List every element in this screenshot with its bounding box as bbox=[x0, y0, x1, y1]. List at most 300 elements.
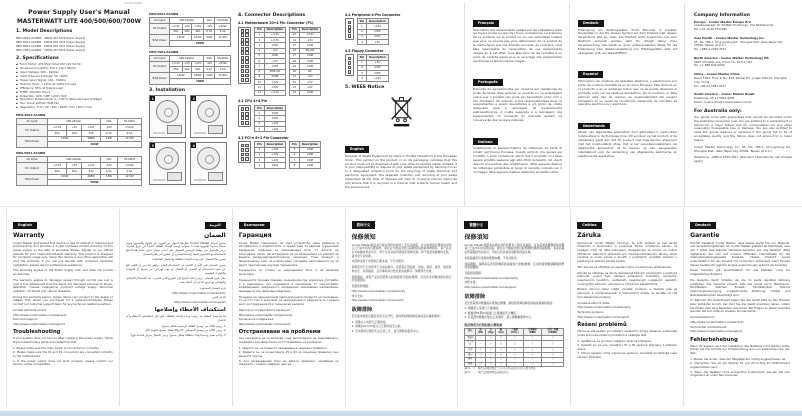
desc-col-header: Description bbox=[264, 142, 285, 147]
warranty-heading: Гаранция bbox=[238, 232, 272, 239]
rohs-note: 備考1.〝○〞係指該項限用物質之百分比含量未超出百分比含量基準值。 bbox=[464, 367, 538, 371]
rail-current: 20A bbox=[67, 130, 82, 136]
spec-item: ▪ Input Voltage: 200 - 240Vac bbox=[16, 71, 142, 75]
troubleshooting-step: 1. Уверете се, че главното захранване е свързано правилно. bbox=[238, 345, 328, 350]
company-address: 9F., No. 786-1, Chungcheng Rd., Zhonghe Dist., New Taipei City 23586, Taiwan (R.O.C.) bbox=[694, 39, 783, 48]
rail-current: 46A bbox=[192, 29, 204, 35]
rail-name: +12V bbox=[192, 23, 204, 29]
pin-description: COM bbox=[367, 65, 388, 70]
pin-row bbox=[255, 127, 286, 132]
warranty-link-label: Период на ограничената гаранция: bbox=[238, 308, 291, 312]
pin-description: COM bbox=[299, 152, 320, 157]
rail-name: +5Vsb bbox=[117, 125, 141, 131]
pin-number: 5 bbox=[290, 147, 300, 152]
spec-table bbox=[16, 113, 142, 148]
support-link-label: Техническа поддръжка: bbox=[238, 317, 275, 322]
support-link-url[interactable]: http://www.coolermaster.com/support bbox=[577, 314, 630, 319]
company-region: Asia Pacific – Cooler Master Technology Inc. bbox=[694, 35, 765, 40]
rail-name: +12V bbox=[82, 162, 100, 168]
ac-frequency: 50-60Hz bbox=[117, 119, 141, 125]
support-link-url[interactable]: http://www.coolermaster.com/support bbox=[351, 298, 404, 303]
pcie-8pin-diagram bbox=[238, 141, 251, 163]
pin-number: 1 bbox=[255, 111, 265, 116]
troubleshooting-step: 1. Stellen Sie sicher, dass der Hauptstecker richtig angeschlossen ist. bbox=[690, 356, 786, 361]
ac-voltage: 200-240Vac bbox=[47, 119, 100, 125]
rail-watts: 3.6W bbox=[100, 136, 117, 142]
total-power-label: Total Power bbox=[17, 136, 48, 148]
desc-col-header: Description bbox=[264, 105, 285, 110]
language-badge: Български bbox=[239, 222, 270, 229]
rohs-substance-header: 鎘 (Cd) bbox=[496, 328, 506, 336]
case-fan-icon bbox=[156, 147, 179, 170]
rohs-mark: ○ bbox=[486, 353, 496, 358]
ac-voltage: 200-240Vac bbox=[170, 18, 204, 24]
pin-description: +12V bbox=[264, 158, 285, 163]
column-weee bbox=[345, 3, 457, 206]
desc-col-header: Description bbox=[299, 142, 320, 147]
weee-bin-icon bbox=[389, 93, 414, 127]
language-badge: Nederlands bbox=[578, 123, 610, 130]
rohs-mark: ○ bbox=[496, 353, 506, 358]
australia-address: Cooler Master Technology Inc. 9F., No. 786-1, Chungcheng Rd., Zhonghe Dist., New Taipei City 23586, Taiwan (R.O.C.) bbox=[694, 144, 792, 153]
pin-number: 12 bbox=[255, 90, 265, 95]
total-watts: 400W bbox=[47, 142, 141, 148]
language-badge: Deutsch bbox=[690, 222, 716, 229]
pin-col-header: Pin bbox=[255, 27, 265, 32]
pin-number: 6 bbox=[255, 59, 265, 64]
total-watts: 700W bbox=[170, 78, 231, 84]
rail-watts: 12.5W bbox=[215, 35, 231, 41]
pin-number: 8 bbox=[290, 163, 300, 168]
pin-row bbox=[290, 163, 321, 168]
rail-name: +5V bbox=[67, 162, 82, 168]
warranty-column bbox=[683, 209, 796, 406]
pin-number: 1 bbox=[255, 147, 265, 152]
warranty-link-label: 有限保修期限： bbox=[351, 284, 371, 289]
pin-number: 4 bbox=[357, 40, 367, 45]
pin-description: COM bbox=[264, 43, 285, 48]
troubleshooting-intro: 若安裝電源供應器後系統無法開機，請按照故障排除指南檢查後重新測試： bbox=[464, 300, 556, 305]
language-badge: Français bbox=[473, 20, 499, 27]
weee-text: Smaltimento di apparecchiature da rottamare da parte di privati nell'Unione Europea. Questo simbolo che appare sul prodotto o sulla confezione indica che il prodotto non deve essere smaltito assieme agli altri rifiuti domestici. Gli utenti devono provvedere allo smaltimento delle apparecchiature da rottamare portandole al luogo di raccolta indicato per il riciclaggio delle apparecchiature elettriche ed elettroniche. bbox=[473, 146, 562, 174]
language-badge-english: English bbox=[345, 146, 369, 153]
ac-voltage: 200-240Vac bbox=[47, 157, 100, 163]
rohs-unit-header: 單元 bbox=[465, 328, 476, 336]
psu-illustration bbox=[167, 125, 182, 134]
warranty-heading: Garantie bbox=[690, 232, 720, 239]
installation-figure bbox=[190, 95, 227, 138]
rail-current: 2.5A bbox=[215, 67, 231, 73]
troubleshooting-step: 2. يرجى التأكد من توصيل الموصلين P1 وP2 بشكل صحيح باللوحة الأم. bbox=[144, 328, 226, 333]
rohs-mark: ○ bbox=[496, 336, 506, 341]
pin-description: COM bbox=[299, 163, 320, 168]
spec-item: ▪ Power Good Signal: 100 - 500ms bbox=[16, 79, 142, 83]
rail-current: 20A bbox=[67, 168, 82, 174]
rohs-mark: ○ bbox=[506, 353, 523, 358]
rail-current: 39A bbox=[82, 168, 100, 174]
warranty-link-url[interactable]: http://www.coolermaster.com/warranty bbox=[13, 312, 67, 317]
rail-current: 20A bbox=[182, 29, 192, 35]
case-slot-illustration bbox=[153, 132, 165, 134]
desc-col-header: Description bbox=[264, 27, 285, 32]
connector-43-title: 4.3 PCI-e 6+2 Pin Connector bbox=[238, 135, 289, 140]
support-link-url[interactable]: http://www.coolermaster.com/support bbox=[464, 285, 517, 290]
rail-watts: 552W bbox=[192, 35, 204, 41]
ac-frequency: 50-60Hz bbox=[117, 157, 141, 163]
rail-current: 20A bbox=[170, 67, 183, 73]
pin-number: 17 bbox=[290, 53, 300, 58]
company-entry bbox=[694, 92, 792, 104]
company-address: Telephone: 55-11-5063-9995 bbox=[694, 96, 735, 101]
installation-figures bbox=[149, 95, 231, 185]
rail-name: +5V bbox=[67, 125, 82, 131]
company-phone: Tel: +1-888-624-5099 bbox=[694, 63, 725, 68]
psu-illustration bbox=[208, 172, 223, 181]
support-link-label: الدعم الفني: bbox=[211, 295, 226, 300]
warranty-paragraph: تضمن شركة Cooler Master خلوّ هذا الجهاز من العيوب في المواد والتصنيع، وتوفر ضماناً محدوداً للأجهزة لمدة 3 سنوات لوحدة الإمداد بالطاقة اعتباراً من تاريخ الشراء. يرجى التسجيل في موقعنا الرسمي للحصول على أحدث ضمان دولي. صُمم هذا المنتج للاستخدام مع الكمبيوتر فقط، واستخدامه في أي تطبيق آخر يلغي الضمان. bbox=[125, 240, 226, 256]
warranty-link-label: فترة الضمان المحدودة: bbox=[199, 285, 226, 290]
section-heading-models: 1. Model Descriptions bbox=[16, 28, 73, 34]
language-badge: Deutsch bbox=[578, 20, 604, 27]
spec-table-model: MPX-7001-ACABW bbox=[149, 49, 179, 54]
warranty-paragraph: The warranty applies to damages caused through normal use and is void if it is determined that the items are damaged because of abuse, alteration, misuse, negligence, incorrect voltage supply, abnormal radiation, accidents and natural disasters. bbox=[13, 277, 113, 293]
model-item: MPX-5001-ACABW : 500W ATX PS/2 Power Supply bbox=[16, 39, 86, 44]
pin-number: 7 bbox=[255, 64, 265, 69]
dc-output-label: DC Output bbox=[17, 125, 48, 137]
support-link-url[interactable]: http://www.coolermaster.com/support bbox=[13, 321, 65, 326]
rohs-mark: ○ bbox=[542, 357, 564, 362]
column-tables-installation bbox=[149, 3, 231, 206]
rail-name: +3.3V bbox=[47, 125, 66, 131]
pin-number: 14 bbox=[290, 38, 300, 43]
pin-col-header: Pin bbox=[255, 105, 265, 110]
troubleshooting-step: 1. Please make sure the main power is connected on correctly. bbox=[13, 345, 100, 350]
rohs-row bbox=[465, 340, 564, 348]
warranty-paragraph: Cooler Master guarantees this device is free of defects in material and workmanship, and provides a 3-year hardware limited warranty for the power supply on the date of purchase. Please register on our official website for your international/latest warranty. This product is designed for computer usage only. Using this device in any other application will void the warranty. If you are not familiar with computer hardware installation, please ask for professional assistance. bbox=[13, 240, 113, 267]
case-slot-illustration bbox=[194, 132, 206, 134]
weee-text: Eliminación de residuos de aparatos eléctricos y electrónicos por parte de usuarios domésticos en la Unión Europea. Este símbolo en el producto o en el embalaje indica que no se puede desechar el producto junto con los residuos domésticos. Por el contrario, si debe eliminar este tipo de residuo, es responsabilidad del usuario entregarlo en un punto de recolección designado de reciclado de aparatos electrónicos y eléctricos. bbox=[578, 78, 677, 107]
total-watts: 600W bbox=[170, 41, 231, 47]
troubleshooting-heading: Отстраняване на проблеми bbox=[238, 329, 321, 336]
cpu-8pin-diagram bbox=[238, 105, 251, 127]
rail-current: 20A bbox=[47, 168, 66, 174]
pin-number: 23 bbox=[290, 85, 300, 90]
troubleshooting-heading: 故障排除 bbox=[351, 306, 373, 313]
pin-number: 16 bbox=[290, 48, 300, 53]
ac-current: 10A bbox=[204, 18, 215, 24]
pin-number: 4 bbox=[357, 76, 367, 81]
warranty-heading: Warranty bbox=[13, 232, 45, 239]
pin-row bbox=[290, 90, 321, 95]
ac-input-label: AC Input bbox=[150, 18, 170, 24]
pin-number: 3 bbox=[255, 158, 265, 163]
warranty-paragraph: Cooler Master гарантира, че това устройство няма дефекти в материалите и изработката, и предоставя 3-годишна ограничена хардуерна гаранция за захранващия блок от датата на закупуване. Моля, регистрирайте се на официалния ни уебсайт за вашата международна/актуална гаранция. Този продукт е предназначен само за компютърна употреба; използването му за друго приложение анулира гаранцията. bbox=[238, 240, 339, 267]
rohs-part: 外殼 bbox=[465, 348, 476, 353]
combined-watts: 120W bbox=[170, 35, 192, 41]
pin-number: 8 bbox=[255, 69, 265, 74]
rohs-mark: ○ bbox=[496, 362, 506, 367]
warranty-paragraph: Cooler Master保证本设备在材料和制造上无任何缺陷，并为电源供应器提供自购买之日起3年的有限保修。请在官方网站注册以获取国际/最新保修服务。本产品仅针对电脑使用而设计，用于任何其他用途将使保修失效。如不熟悉电脑硬件安装，请寻求专业协助。 bbox=[351, 242, 452, 258]
power-spec-table bbox=[16, 118, 142, 148]
rohs-substance-header: 汞 (Hg) bbox=[486, 328, 496, 336]
rail-name: +12V bbox=[192, 61, 204, 67]
connector-42-title: 4.2 CPU 4+4 Pin bbox=[238, 99, 268, 104]
pin-description: +12V bbox=[264, 127, 285, 132]
troubleshooting-intro: 若安装电源供应器后系统无法开机，请按照故障排除指南检查后重新测试： bbox=[351, 313, 443, 318]
troubleshooting-step: 3. Ако захранващият блок не работи правилно, незабавно се свържете с нашия сервизен център. bbox=[238, 358, 339, 367]
rohs-mark: ○ bbox=[486, 357, 496, 362]
rohs-mark: ○ bbox=[506, 357, 523, 362]
rohs-mark: ○ bbox=[542, 340, 564, 348]
rail-name: +5Vsb bbox=[117, 162, 141, 168]
pin-row bbox=[255, 90, 286, 95]
warranty-column bbox=[232, 209, 345, 406]
rail-current: 0.3A bbox=[100, 130, 117, 136]
pcie-pinout-table-left bbox=[254, 141, 286, 168]
rail-current: 2.5A bbox=[117, 130, 141, 136]
warranty-paragraph: خلال فترة الضمان، يرجى إعادة المنتج إلى الموزع الذي اشتريت منه للاستبدال/الإصلاح، والتواصل مع فريق الدعم لأي أسئلة تقنية. bbox=[125, 276, 226, 285]
spec-table bbox=[149, 12, 231, 47]
column-weee-de-es-nl bbox=[569, 3, 677, 206]
peripheral-pinout-table bbox=[357, 18, 389, 45]
pin-number: 2 bbox=[255, 116, 265, 121]
warranty-paragraph: Tato záruka se vztahuje na napájecí zdroj a nezahrnuje příslušenství. bbox=[577, 264, 672, 269]
rail-name: +5Vsb bbox=[215, 23, 231, 29]
rohs-title: 限用物質含有情況標示聲明書 bbox=[464, 322, 503, 327]
spec-item: ▪ Form Factor: ATX PS/2 (Intel ATX 12V V2.31) bbox=[16, 63, 142, 67]
rail-name: +12V bbox=[82, 125, 100, 131]
rail-name: -12V bbox=[204, 23, 215, 29]
language-badge: English bbox=[13, 222, 37, 229]
australia-heading: For Australia only: bbox=[694, 108, 742, 114]
weee-language-section bbox=[578, 112, 677, 159]
support-link-label: Technical support: bbox=[13, 317, 38, 322]
warranty-heading: الضمان bbox=[204, 232, 226, 239]
rohs-mark: ○ bbox=[476, 348, 486, 353]
rail-name: +3.3V bbox=[170, 61, 183, 67]
rail-watts: 648W bbox=[192, 73, 204, 79]
warranty-paragraph: This warranty applies to the Power Supply Unit, and does not include accessories. bbox=[13, 268, 113, 277]
rail-watts: 468W bbox=[82, 174, 100, 180]
warranty-paragraph: Cooler Master保證本設備在材料和製造上無任何缺陷，並為電源供應器提供自購買之日起3年的有限保固。請在官方網站註冊以取得國際/最新保固服務。本產品僅針對電腦使用而設計，用於任何其他用途將使保固失效。 bbox=[464, 242, 565, 254]
company-address: 4820 Schaefer Ave, Chino CA, 91710 USA bbox=[694, 59, 753, 64]
troubleshooting-heading: Řešení problémů bbox=[577, 322, 627, 329]
warranty-link-url[interactable]: http://www.coolermaster.com/warranty bbox=[238, 312, 293, 317]
pin-col-header: Pin bbox=[290, 27, 300, 32]
spec-item: ▪ Protection: OVP / OPP / OCP / SCP bbox=[16, 95, 142, 99]
warranty-heading: 保修須知 bbox=[464, 234, 489, 241]
rail-watts: 396W bbox=[82, 136, 100, 142]
weee-text-english: Disposal of Waste Equipment by Users in Private Household in the European Union. This symbol on the product or on its packaging indicates that this product must not be disposed of with your other household waste. Instead, it is your responsibility to dispose of your waste equipment by handing it over to a designated collection point for the recycling of waste electrical and electronic equipment. The separate collection and recycling of your waste equipment at the time of disposal will help to conserve natural resources and ensure that it is recycled in a manner that protects human health and the environment. bbox=[345, 153, 457, 190]
spec-item: ▪ Input Frequency Range: 50 - 60Hz bbox=[16, 75, 142, 79]
warranty-column bbox=[457, 209, 570, 406]
rohs-mark: ○ bbox=[476, 362, 486, 367]
total-power-label: Total Power bbox=[150, 73, 170, 85]
rohs-mark: ○ bbox=[542, 362, 564, 367]
troubleshooting-step: 2. 請確認P1與P2接頭已正確連接至主機板。 bbox=[464, 310, 519, 315]
spec-table bbox=[149, 50, 231, 85]
troubleshooting-step: 3. 若电源供应器仍无法正常工作，请立即联系服务中心。 bbox=[351, 328, 422, 333]
warranty-paragraph: Společnost Cooler Master zaručuje, že toto zařízení je bez závad materiálu a zpracování, a poskytuje 3letou omezenou záruku na napájecí zdroj od data zakoupení. Zaregistrujte se prosím na našich oficiálních webových stránkách pro mezinárodní/aktuální záruku. Tento výrobek je určen pouze k použití v počítačích; použitím zařízení v jakékoli jiné aplikaci záruka zaniká. bbox=[577, 240, 678, 263]
rail-watts: 3.6W bbox=[100, 174, 117, 180]
warranty-paragraph: Гаранцията се отнася за захранващия блок и не включва аксесоари. bbox=[238, 268, 339, 277]
rohs-mark: ○ bbox=[523, 348, 541, 353]
troubleshooting-heading: استكشاف الأخطاء وإصلاحها bbox=[154, 307, 226, 314]
rohs-mark: ○ bbox=[523, 353, 541, 358]
company-info-heading: Company Information bbox=[694, 12, 751, 18]
support-link-url[interactable]: http://www.coolermaster.com/support bbox=[173, 299, 226, 304]
pin-description: +3.3V bbox=[264, 90, 285, 95]
rohs-mark: － bbox=[476, 336, 486, 341]
pin-description: -12V bbox=[299, 38, 320, 43]
weee-language-section bbox=[473, 128, 562, 175]
language-badge: Español bbox=[578, 71, 603, 78]
pin-description: +12V bbox=[264, 85, 285, 90]
spec-tables-400-500 bbox=[16, 113, 142, 186]
rail-name: -12V bbox=[100, 162, 117, 168]
pin-description: COM bbox=[264, 116, 285, 121]
troubleshooting-heading: Fehlerbehebung bbox=[690, 336, 738, 343]
pin-number: 3 bbox=[255, 121, 265, 126]
rohs-part: 電子元件 bbox=[465, 340, 476, 348]
rohs-mark: ○ bbox=[486, 336, 496, 341]
troubleshooting-step: 1. 請確認主電源已正確連接。 bbox=[464, 306, 501, 311]
combined-watts: 120W bbox=[170, 73, 192, 79]
troubleshooting-intro: Ако системата не се включва след инсталиране на захранването, следвайте ръководството за отстраняване на проблеми: bbox=[238, 336, 339, 345]
pin-description: +12V bbox=[264, 121, 285, 126]
support-link-url[interactable]: http://www.coolermaster.com/support bbox=[238, 321, 291, 326]
warranty-paragraph: Гаранцията покрива повреди, възникнали при нормална употреба, и е невалидна, ако повредата е причинена от злоупотреба, модификация, небрежност, неправилно захранващо напрежение, инциденти или природни бедствия. bbox=[238, 277, 339, 293]
connector-45-title: 4.5 Floppy Connector bbox=[345, 48, 384, 53]
desc-col-header: Description bbox=[299, 27, 320, 32]
warranty-paragraph: Die Garantie deckt Schäden ab, die im Laufe regulärer Nutzung entstehen. Die Garantie erlischt, falls das Gerät durch Missbrauch, Modifikation, falschen Einsatz, Fahrlässigkeit, falsche Spannungsversorgung, ungewöhnliche Strahlung, Unfälle und Naturkatastrophen beschädigt wird. bbox=[690, 277, 791, 297]
pin-row bbox=[255, 163, 286, 168]
rail-name: -12V bbox=[204, 61, 215, 67]
model-item: MPX-4001-ACABW : 400W ATX PS/2 Power Supply bbox=[16, 35, 86, 40]
warranty-link-url[interactable]: http://www.coolermaster.com/warranty bbox=[464, 275, 519, 280]
page-title: Power Supply User's Manual bbox=[28, 9, 130, 16]
pcie-pinout-table-right bbox=[289, 141, 321, 168]
pin-col-header: Pin bbox=[290, 142, 300, 147]
rail-name: -12V bbox=[100, 125, 117, 131]
pin-col-header: Pin bbox=[357, 55, 367, 60]
rail-current: 0.3A bbox=[204, 29, 215, 35]
company-region: North America – Cooler Master Technology NA bbox=[694, 55, 769, 60]
warranty-column bbox=[6, 209, 119, 406]
rohs-substance-header: 多溴聯苯 (PBB) bbox=[523, 328, 541, 336]
warranty-paragraph: 保修适用于正常使用下造成的损坏；若经判定因滥用、改装、误用、疏忽、错误供电电压、异常辐射、意外事故或自然灾害造成损坏，保修即告失效。 bbox=[351, 265, 452, 273]
warranty-link-label: Omezená záruční doba: bbox=[577, 300, 610, 305]
rohs-mark: ○ bbox=[476, 353, 486, 358]
troubleshooting-step: 3. If the power supply does not work properly, please contact our service center immediately. bbox=[13, 358, 113, 367]
rail-current: 0.3A bbox=[204, 67, 215, 73]
troubleshooting-step: 1. 请确认主电源已正确连接。 bbox=[351, 319, 389, 324]
company-region: Europe – Cooler Master Europe B.V. bbox=[694, 19, 752, 24]
pin-description: COM bbox=[299, 90, 320, 95]
rail-current: 33A bbox=[82, 130, 100, 136]
company-entry bbox=[694, 20, 792, 32]
warranty-heading: 保修须知 bbox=[351, 234, 376, 241]
pin-number: 1 bbox=[255, 32, 265, 37]
pin-number: 24 bbox=[290, 90, 300, 95]
pin-number: 2 bbox=[255, 152, 265, 157]
troubleshooting-step: 2. 请确认P1与P2接头已正确连接至主板。 bbox=[351, 324, 404, 329]
pin-number: 3 bbox=[255, 43, 265, 48]
rail-name: +3.3V bbox=[47, 162, 66, 168]
language-badge: 繁體中文 bbox=[464, 221, 488, 229]
ac-input-label: AC Input bbox=[17, 119, 48, 125]
rail-current: 0.3A bbox=[100, 168, 117, 174]
pin-description: +12V bbox=[367, 24, 388, 29]
section-heading-weee: 5. WEEE Notice bbox=[345, 85, 385, 91]
troubleshooting-intro: Wenn Ihr System nach der Installation des Netzteils nicht starten sollte, führen Sie die Schritte zur Problemlösung aus und wiederholen Sie den Test: bbox=[690, 343, 791, 356]
company-phone: Tel: +86-21-5887-8677 bbox=[694, 83, 727, 88]
pin-description: +5V bbox=[264, 59, 285, 64]
rail-name: +5V bbox=[182, 61, 192, 67]
figure-number: 2 bbox=[192, 96, 195, 101]
pin-number: 10 bbox=[255, 80, 265, 85]
rail-current: 54A bbox=[192, 67, 204, 73]
rail-current: 20A bbox=[170, 29, 183, 35]
pin-description: +5V bbox=[367, 60, 388, 65]
warranty-link-label: Garantiezeitraum: bbox=[690, 315, 716, 320]
rohs-mark: ○ bbox=[542, 353, 564, 358]
company-entry bbox=[694, 36, 792, 52]
weee-text: Afvoer van afgedankte apparatuur door gebruikers in particuliere huishoudens in de Europese Unie. Dit symbool op het product of de verpakking geeft aan dat dit product niet mag worden afgevoerd met het huishoudelijk afval. Het is uw verantwoordelijkheid uw afgedankte apparatuur af te leveren op een aangewezen inzamelpunt voor de verwerking van afgedankte elektrische en elektronische apparatuur. bbox=[578, 130, 677, 158]
floppy-4pin-diagram bbox=[345, 54, 354, 76]
connector-41-title: 4.1 Motherboard 20+4 Pin Connector (P1) bbox=[238, 21, 314, 25]
floppy-pinout-table bbox=[357, 54, 389, 81]
weee-language-section bbox=[578, 9, 677, 56]
australia-phone: Telephone: +886-2-2225-3517 (standard international call charges apply) bbox=[694, 154, 792, 163]
pin-number: 18 bbox=[290, 59, 300, 64]
figure-number: 4 bbox=[192, 143, 195, 148]
spec-table-model: MPX-6001-ACABW bbox=[149, 12, 179, 16]
warranty-paragraph: 保修期间，请将产品送回原购买经销商进行更换/维修。任何技术问题请联系我们的客服团队。 bbox=[351, 274, 452, 283]
warranty-paragraph: يسري هذا الضمان على وحدة الإمداد بالطاقة ولا يشمل الملحقات. bbox=[151, 257, 226, 262]
warranty-paragraph: 保固期間，請將產品送回原購買經銷商進行更換/維修。任何技術問題請聯繫我們的客服團隊。 bbox=[464, 261, 565, 270]
warranty-link-url[interactable]: http://www.coolermaster.com/warranty bbox=[690, 320, 744, 325]
support-link-label: Technischer Kundendienst: bbox=[690, 324, 727, 329]
support-link-url[interactable]: http://www.coolermaster.com/support bbox=[690, 329, 743, 334]
company-entry bbox=[694, 72, 792, 88]
company-entry bbox=[694, 56, 792, 68]
pin-description: COM bbox=[367, 29, 388, 34]
ac-frequency: 50-60Hz bbox=[215, 55, 231, 61]
rohs-part: 線材 bbox=[465, 357, 476, 362]
troubleshooting-heading: 故障排除 bbox=[464, 293, 486, 300]
troubleshooting-step: 3. Wenn das Netzteil nicht einwandfrei funktioniert, wenden Sie sich umgehend an unser Servicecenter. bbox=[690, 369, 791, 378]
dc-output-label: DC Output bbox=[150, 61, 170, 73]
warranty-link-url[interactable]: http://www.coolermaster.com/warranty bbox=[172, 290, 226, 295]
pin-description: COM bbox=[299, 64, 320, 69]
model-item: MPX-6001-ACABW : 600W ATX PS/2 Power Supply bbox=[16, 43, 86, 48]
rohs-mark: ○ bbox=[523, 340, 541, 348]
desc-col-header: Description bbox=[367, 55, 388, 60]
warranty-link-url[interactable]: http://www.coolermaster.com/warranty bbox=[351, 288, 406, 293]
warranty-paragraph: يسري الضمان على الأضرار الناتجة عن الاستخدام العادي، ويُلغى إذا تبين أن التلف ناتج عن سوء الاستخدام أو التعديل أو الإهمال أو جهد كهربائي غير صحيح أو الحوادث والكوارث الطبيعية. bbox=[125, 263, 226, 275]
company-address: Ledeboerstraat 16, 5048AC Eindhoven, The Netherlands. bbox=[694, 23, 774, 28]
language-badge: Čeština bbox=[577, 222, 601, 229]
ac-current: 10A bbox=[204, 55, 215, 61]
rail-name: +3.3V bbox=[170, 23, 183, 29]
rohs-mark: ○ bbox=[496, 340, 506, 348]
dc-output-label: DC Output bbox=[17, 162, 48, 174]
company-phone: Tel: +31 (0)40 7522950 bbox=[694, 27, 728, 32]
installation-figure bbox=[149, 142, 186, 185]
warranty-link-url[interactable]: http://www.coolermaster.com/warranty bbox=[577, 305, 631, 310]
psu-illustration bbox=[208, 125, 223, 134]
